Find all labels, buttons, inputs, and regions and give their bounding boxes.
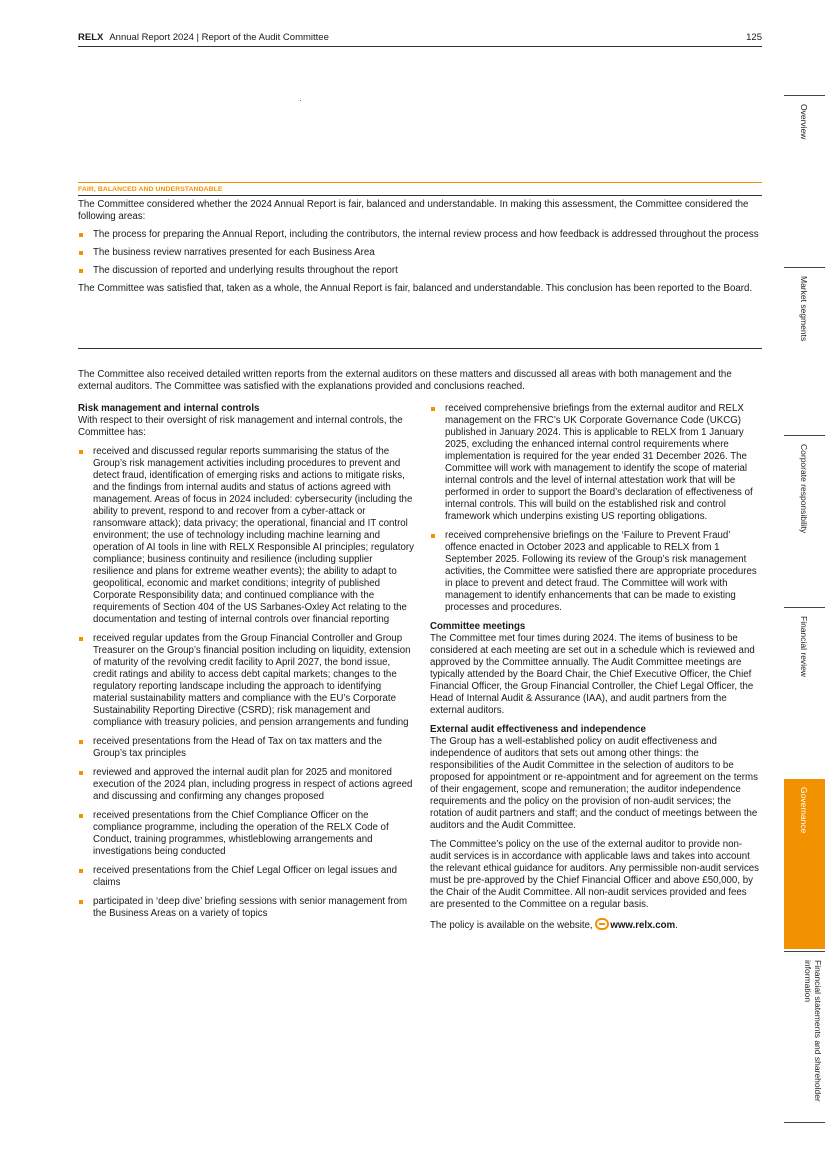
meetings-heading: Committee meetings — [430, 621, 526, 632]
web-link-icon — [595, 918, 609, 930]
bullet-icon — [79, 771, 83, 775]
tab-market-segments-label: Market segments — [799, 276, 809, 342]
tab-governance[interactable] — [784, 779, 825, 949]
fbu-section — [78, 199, 762, 301]
bullet-icon — [79, 269, 83, 273]
policy-availability: The policy is available on the website, www.relx.com. — [430, 920, 678, 931]
bullet-icon — [79, 251, 83, 255]
list-item: received and discussed regular reports summarising the status of the Group’s risk management activities including procedures to prevent and detect fraud, identification of emerging risks and actions to mitigate risks, and the findings from internal audits and status of actions agreed with management. Areas of focus in 2024 included: cybersecurity (including the ability to prevent, respond to and recover from a cyber-attack or ransomware attack); data privacy; the operational, financial and IT control environment; the use of technology including machine learning and operation of AI tools in line with RELX Responsible AI principles; regulatory compliance; business continuity and resilience (including supplier resilience and plans for extreme weather events); the ability to adapt to geopolitical, economic and market conditions; integrity of published Corporate Responsibility data; and continued compliance with the requirements of Section 404 of the US Sarbanes-Oxley Act relating to the documentation and testing of internal controls over financial reporting — [78, 446, 416, 626]
fbu-list — [78, 229, 762, 277]
list-item: received comprehensive briefings on the ‘Failure to Prevent Fraud’ offence enacted in October 2023 and applicable to RELX from 1 September 2025. Following its review of the Group’s risk management activities, the Committee were satisfied there are appropriate procedures in place to prevent and detect fraud. The Committee will work with management to identify enhancements that can be made to existing processes and procedures. — [430, 530, 763, 614]
bullet-icon — [79, 900, 83, 904]
bullet-icon — [79, 637, 83, 641]
list-item: received regular updates from the Group Financial Controller and Group Treasurer on the Group’s financial position including on liquidity, extension of maturity of the revolving credit facility to April 2027, the bond issue, credit ratings and ability to access debt capital markets; changes to the regulatory reporting landscape including the approach to identifying material sustainability matters and compliance with the EU’s Corporate Sustainability Reporting Directive (CSRD); risk management and compliance with treasury policies, and pension arrangements and funding — [78, 633, 416, 729]
external-audit-heading: External audit effectiveness and independence — [430, 724, 646, 735]
meetings-body: The Committee met four times during 2024. The items of business to be considered at each meeting are set out in a schedule which is reviewed and approved by the Committee annually. The Audit Committee meetings are typically attended by the Board Chair, the Chief Executive Officer, the Chief Financial Officer, the Group Financial Controller, the Chief Legal Officer, the Head of Internal Audit & Assurance (IAA), and audit partners from the external auditors. — [430, 633, 755, 716]
list-item: received presentations from the Head of Tax on tax matters and the Group’s tax principles — [78, 736, 416, 760]
tab-corporate-responsibility[interactable] — [784, 435, 825, 607]
right-column — [430, 403, 763, 939]
tab-corporate-responsibility-label: Corporate responsibility — [799, 444, 809, 534]
list-item: received comprehensive briefings from the external auditor and RELX management on the FRC’s UK Corporate Governance Code (UKCG) published in January 2024. This is applicable to RELX from 1 January 2025, excluding the enhanced internal control requirements where implementation is required for the year ended 31 December 2026. The Committee will work with management to identify the scope of material internal controls and the level of internal attestation work that will be performed in order to support the Board’s declaration of effectiveness of internal controls. This will build on the established risk and control framework which underpins existing US reporting obligations. — [430, 403, 763, 523]
tab-financial-statements-label: Financial statements and shareholder information — [803, 960, 823, 1102]
fbu-bottom-rule — [78, 348, 762, 349]
relx-website-link[interactable]: www.relx.com — [610, 920, 676, 931]
list-item: received presentations from the Chief Legal Officer on legal issues and claims — [78, 865, 416, 889]
tab-market-segments[interactable] — [784, 267, 825, 435]
bullet-icon — [79, 233, 83, 237]
fbu-heading: FAIR, BALANCED AND UNDERSTANDABLE — [78, 186, 223, 193]
tab-overview[interactable] — [784, 95, 825, 267]
brand-name: RELX — [78, 32, 104, 43]
stray-dot — [300, 100, 301, 101]
page-number: 125 — [746, 32, 762, 43]
list-item: The discussion of reported and underlying results throughout the report — [78, 265, 762, 277]
list-item: received presentations from the Chief Compliance Officer on the compliance programme, including the operation of the RELX Code of Conduct, training programmes, whistleblowing arrangements and investigations being conducted — [78, 810, 416, 858]
risk-list — [78, 446, 416, 920]
fbu-heading-rule — [78, 195, 762, 196]
tab-overview-label: Overview — [799, 104, 809, 140]
left-column — [78, 403, 416, 927]
risk-heading: Risk management and internal controls — [78, 403, 260, 414]
list-item: reviewed and approved the internal audit plan for 2025 and monitored execution of the 2024 plan, including progress in respect of actions agreed and discussing and confirming any changes proposed — [78, 767, 416, 803]
bullet-icon — [79, 814, 83, 818]
document-title: Annual Report 2024 | Report of the Audit Committee — [109, 32, 329, 43]
bullet-icon — [79, 740, 83, 744]
external-audit-body-2: The Committee’s policy on the use of the external auditor to provide non-audit services is in accordance with applicable laws and takes into account the relevant ethical guidance for auditors. Any permissible non-audit services must be pre-approved by the Chief Financial Officer and above £50,000, by the Chair of the Audit Committee. All non-audit services provided and fees are presented to the Committee on a regular basis. — [430, 839, 760, 910]
tab-financial-review[interactable] — [784, 607, 825, 779]
risk-list-continued — [430, 403, 763, 614]
bullet-icon — [431, 407, 435, 411]
bullet-icon — [79, 869, 83, 873]
fbu-conclusion: The Committee was satisfied that, taken as a whole, the Annual Report is fair, balanced and understandable. This conclusion has been reported to the Board. — [78, 283, 753, 294]
tab-financial-review-label: Financial review — [799, 616, 809, 677]
auditor-reports-paragraph: The Committee also received detailed written reports from the external auditors on these matters and discussed all areas with both management and the external auditors. The Committee was satisfied with the explanations provided and conclusions reached. — [78, 369, 732, 392]
bullet-icon — [431, 534, 435, 538]
page-header — [78, 31, 762, 47]
tab-financial-statements[interactable] — [784, 951, 825, 1123]
external-audit-body-1: The Group has a well-established policy on audit effectiveness and independence of auditors that sets out among other things: the responsibilities of the Audit Committee in the selection of auditors to be proposed for appointment or re-appointment and for agreement on the terms of their engagement, scope and remuneration; the auditor independence requirements and the policy on the provision of non-audit services; the rotation of audit partners and staff; and the conduct of meetings between the auditors and the Audit Committee. — [430, 736, 758, 831]
list-item: The business review narratives presented for each Business Area — [78, 247, 762, 259]
tab-governance-label: Governance — [799, 787, 809, 834]
list-item: The process for preparing the Annual Report, including the contributors, the internal review process and how feedback is addressed throughout the process — [78, 229, 762, 241]
risk-intro: With respect to their oversight of risk management and internal controls, the Committee has: — [78, 415, 403, 438]
list-item: participated in ‘deep dive’ briefing sessions with senior management from the Business Areas on a variety of topics — [78, 896, 416, 920]
fbu-intro: The Committee considered whether the 2024 Annual Report is fair, balanced and understandable. In making this assessment, the Committee considered the following areas: — [78, 199, 749, 222]
fbu-top-rule — [78, 182, 762, 183]
bullet-icon — [79, 450, 83, 454]
